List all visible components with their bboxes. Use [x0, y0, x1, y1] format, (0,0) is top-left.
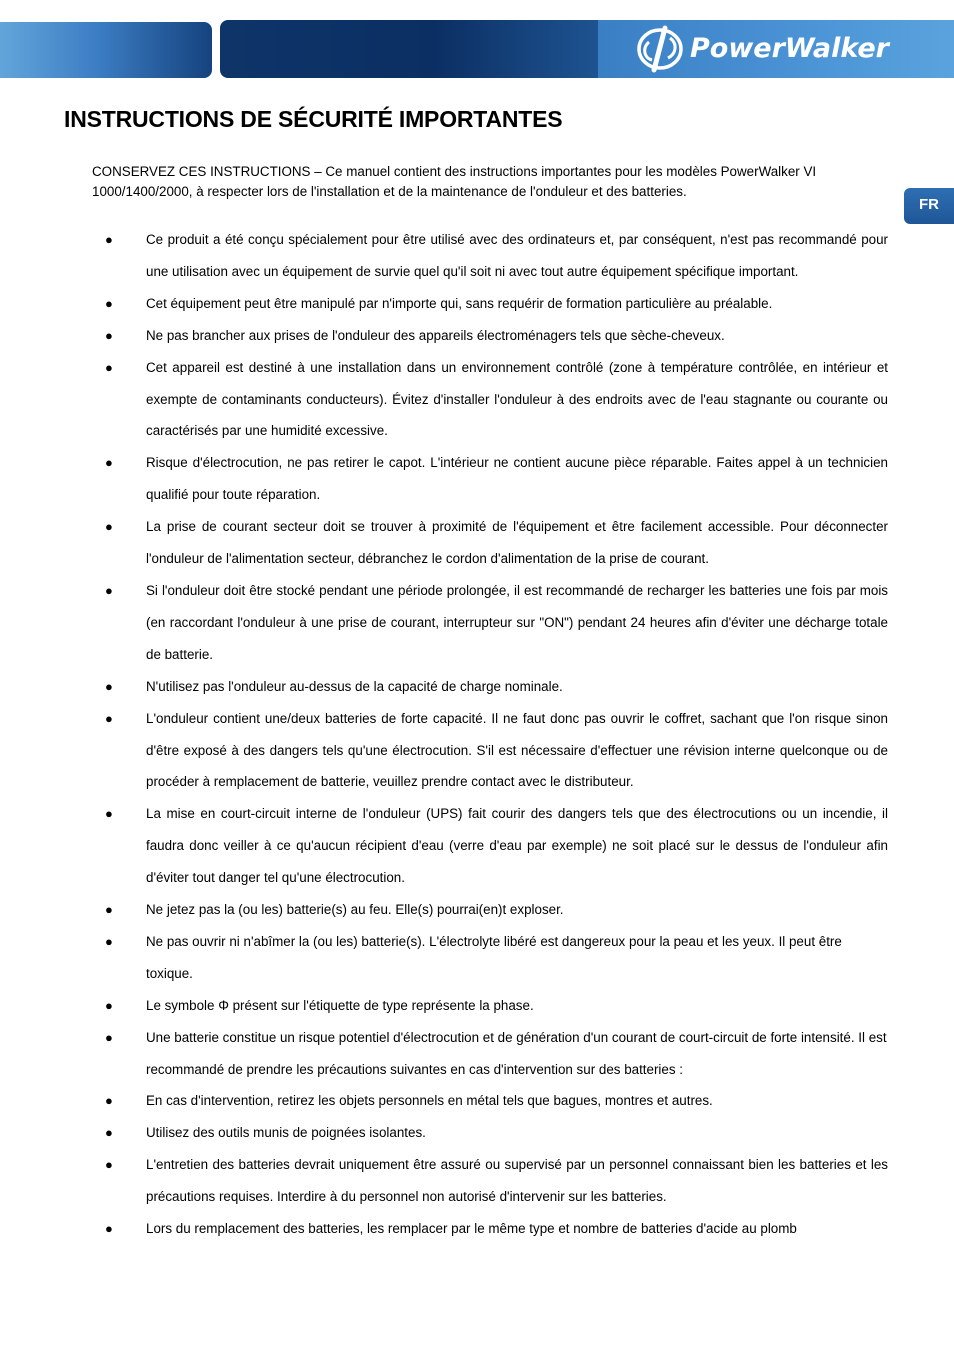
bullet-icon: ●: [105, 1125, 113, 1141]
page-title: INSTRUCTIONS DE SÉCURITÉ IMPORTANTES: [64, 106, 563, 132]
list-item: ● Si l'onduleur doit être stocké pendant une période prolongée, il est recommandé de recharger les batteries une fois par mois (en raccordant l'onduleur à une prise de courant, interrupteur sur "ON") pendant 24 heures afin d'éviter une décharge totale de batterie.: [0, 575, 888, 671]
bullet-icon: ●: [105, 359, 113, 375]
bullet-icon: ●: [105, 232, 113, 247]
bullet-icon: ●: [105, 295, 113, 311]
bullet-icon: ●: [105, 902, 113, 918]
list-item: ● Ne jetez pas la (ou les) batterie(s) au feu. Elle(s) pourrai(en)t exploser.: [0, 894, 888, 926]
list-item: ● Cet équipement peut être manipulé par n'importe qui, sans requérir de formation particulière au préalable.: [0, 288, 888, 320]
bullet-icon: ●: [105, 997, 113, 1013]
safety-instructions-list: [0, 224, 954, 1245]
bullet-icon: ●: [105, 1029, 113, 1045]
bullet-icon: ●: [105, 455, 113, 471]
list-item: ● Une batterie constitue un risque potentiel d'électrocution et de génération d'un courant de court-circuit de forte intensité. Il est recommandé de prendre les précautions suivantes en cas d'intervention sur des batteries :: [0, 1022, 888, 1086]
bullet-icon: ●: [105, 582, 113, 598]
list-item: ● L'entretien des batteries devrait uniquement être assuré ou supervisé par un personnel connaissant bien les batteries et les précautions requises. Interdire à du personnel non autorisé d'intervenir sur les batteries.: [0, 1149, 888, 1213]
list-item: ● N'utilisez pas l'onduleur au-dessus de la capacité de charge nominale.: [0, 671, 888, 703]
brand-name: PowerWalker: [690, 33, 889, 64]
bullet-icon: ●: [105, 1221, 113, 1237]
list-item: ● Ne pas ouvrir ni n'abîmer la (ou les) batterie(s). L'électrolyte libéré est dangereux pour la peau et les yeux. Il peut être toxique.: [0, 926, 888, 990]
banner-segment-middle: [220, 20, 610, 78]
bullet-icon: ●: [105, 1093, 113, 1109]
banner-segment-left: [0, 22, 212, 78]
brand-logo: [632, 24, 889, 74]
list-item: ● Le symbole Φ présent sur l'étiquette de type représente la phase.: [0, 990, 888, 1022]
list-item: ● Ne pas brancher aux prises de l'onduleur des appareils électroménagers tels que sèche-cheveux.: [0, 320, 888, 352]
intro-paragraph: CONSERVEZ CES INSTRUCTIONS – Ce manuel contient des instructions importantes pour les modèles PowerWalker VI 1000/1400/2000, à respecter lors de l'installation et de la maintenance de l'onduleur et des batteries.: [92, 164, 817, 199]
bullet-icon: ●: [105, 933, 113, 949]
list-item: ● Cet appareil est destiné à une installation dans un environnement contrôlé (zone à température contrôlée, en intérieur et exempte de contaminants conducteurs). Évitez d'installer l'onduleur à des endroits avec de l'eau stagnante ou courante ou caractérisés par une humidité excessive.: [0, 352, 888, 448]
language-tab-fr[interactable]: FR: [904, 188, 954, 224]
list-item: ● L'onduleur contient une/deux batteries de forte capacité. Il ne faut donc pas ouvrir le coffret, sachant que l'on risque sinon d'être exposé à des dangers tels qu'une électrocution. S'il est nécessaire d'effectuer une révision interne quelconque ou de procéder à remplacement de batterie, veuillez prendre contact avec le distributeur.: [0, 703, 888, 799]
list-item: ● En cas d'intervention, retirez les objets personnels en métal tels que bagues, montres et autres.: [0, 1085, 888, 1117]
power-swoosh-icon: [632, 24, 688, 74]
list-item: ● Lors du remplacement des batteries, les remplacer par le même type et nombre de batteries d'acide au plomb: [0, 1213, 888, 1245]
bullet-icon: ●: [105, 519, 113, 535]
list-item: ● La mise en court-circuit interne de l'onduleur (UPS) fait courir des dangers tels que des électrocutions ou un incendie, il faudra donc veiller à ce qu'aucun récipient d'eau (verre d'eau par exemple) ne soit placé sur le dessus de l'onduleur afin d'éviter tout danger tel qu'une électrocution.: [0, 798, 888, 894]
bullet-icon: ●: [105, 327, 113, 343]
bullet-icon: ●: [105, 806, 113, 822]
list-item: ● Risque d'électrocution, ne pas retirer le capot. L'intérieur ne contient aucune pièce réparable. Faites appel à un technicien qualifié pour toute réparation.: [0, 447, 888, 511]
bullet-icon: ●: [105, 710, 113, 726]
list-item: ● Utilisez des outils munis de poignées isolantes.: [0, 1117, 888, 1149]
bullet-icon: ●: [105, 678, 113, 694]
bullet-icon: ●: [105, 1157, 113, 1173]
list-item: ● Ce produit a été conçu spécialement pour être utilisé avec des ordinateurs et, par conséquent, n'est pas recommandé pour une utilisation avec un équipement de survie quel qu'il soit ni avec tout autre équipement spécifique important.: [0, 224, 888, 288]
list-item: ● La prise de courant secteur doit se trouver à proximité de l'équipement et être facilement accessible. Pour déconnecter l'onduleur de l'alimentation secteur, débranchez le cordon d'alimentation de la prise de courant.: [0, 511, 888, 575]
